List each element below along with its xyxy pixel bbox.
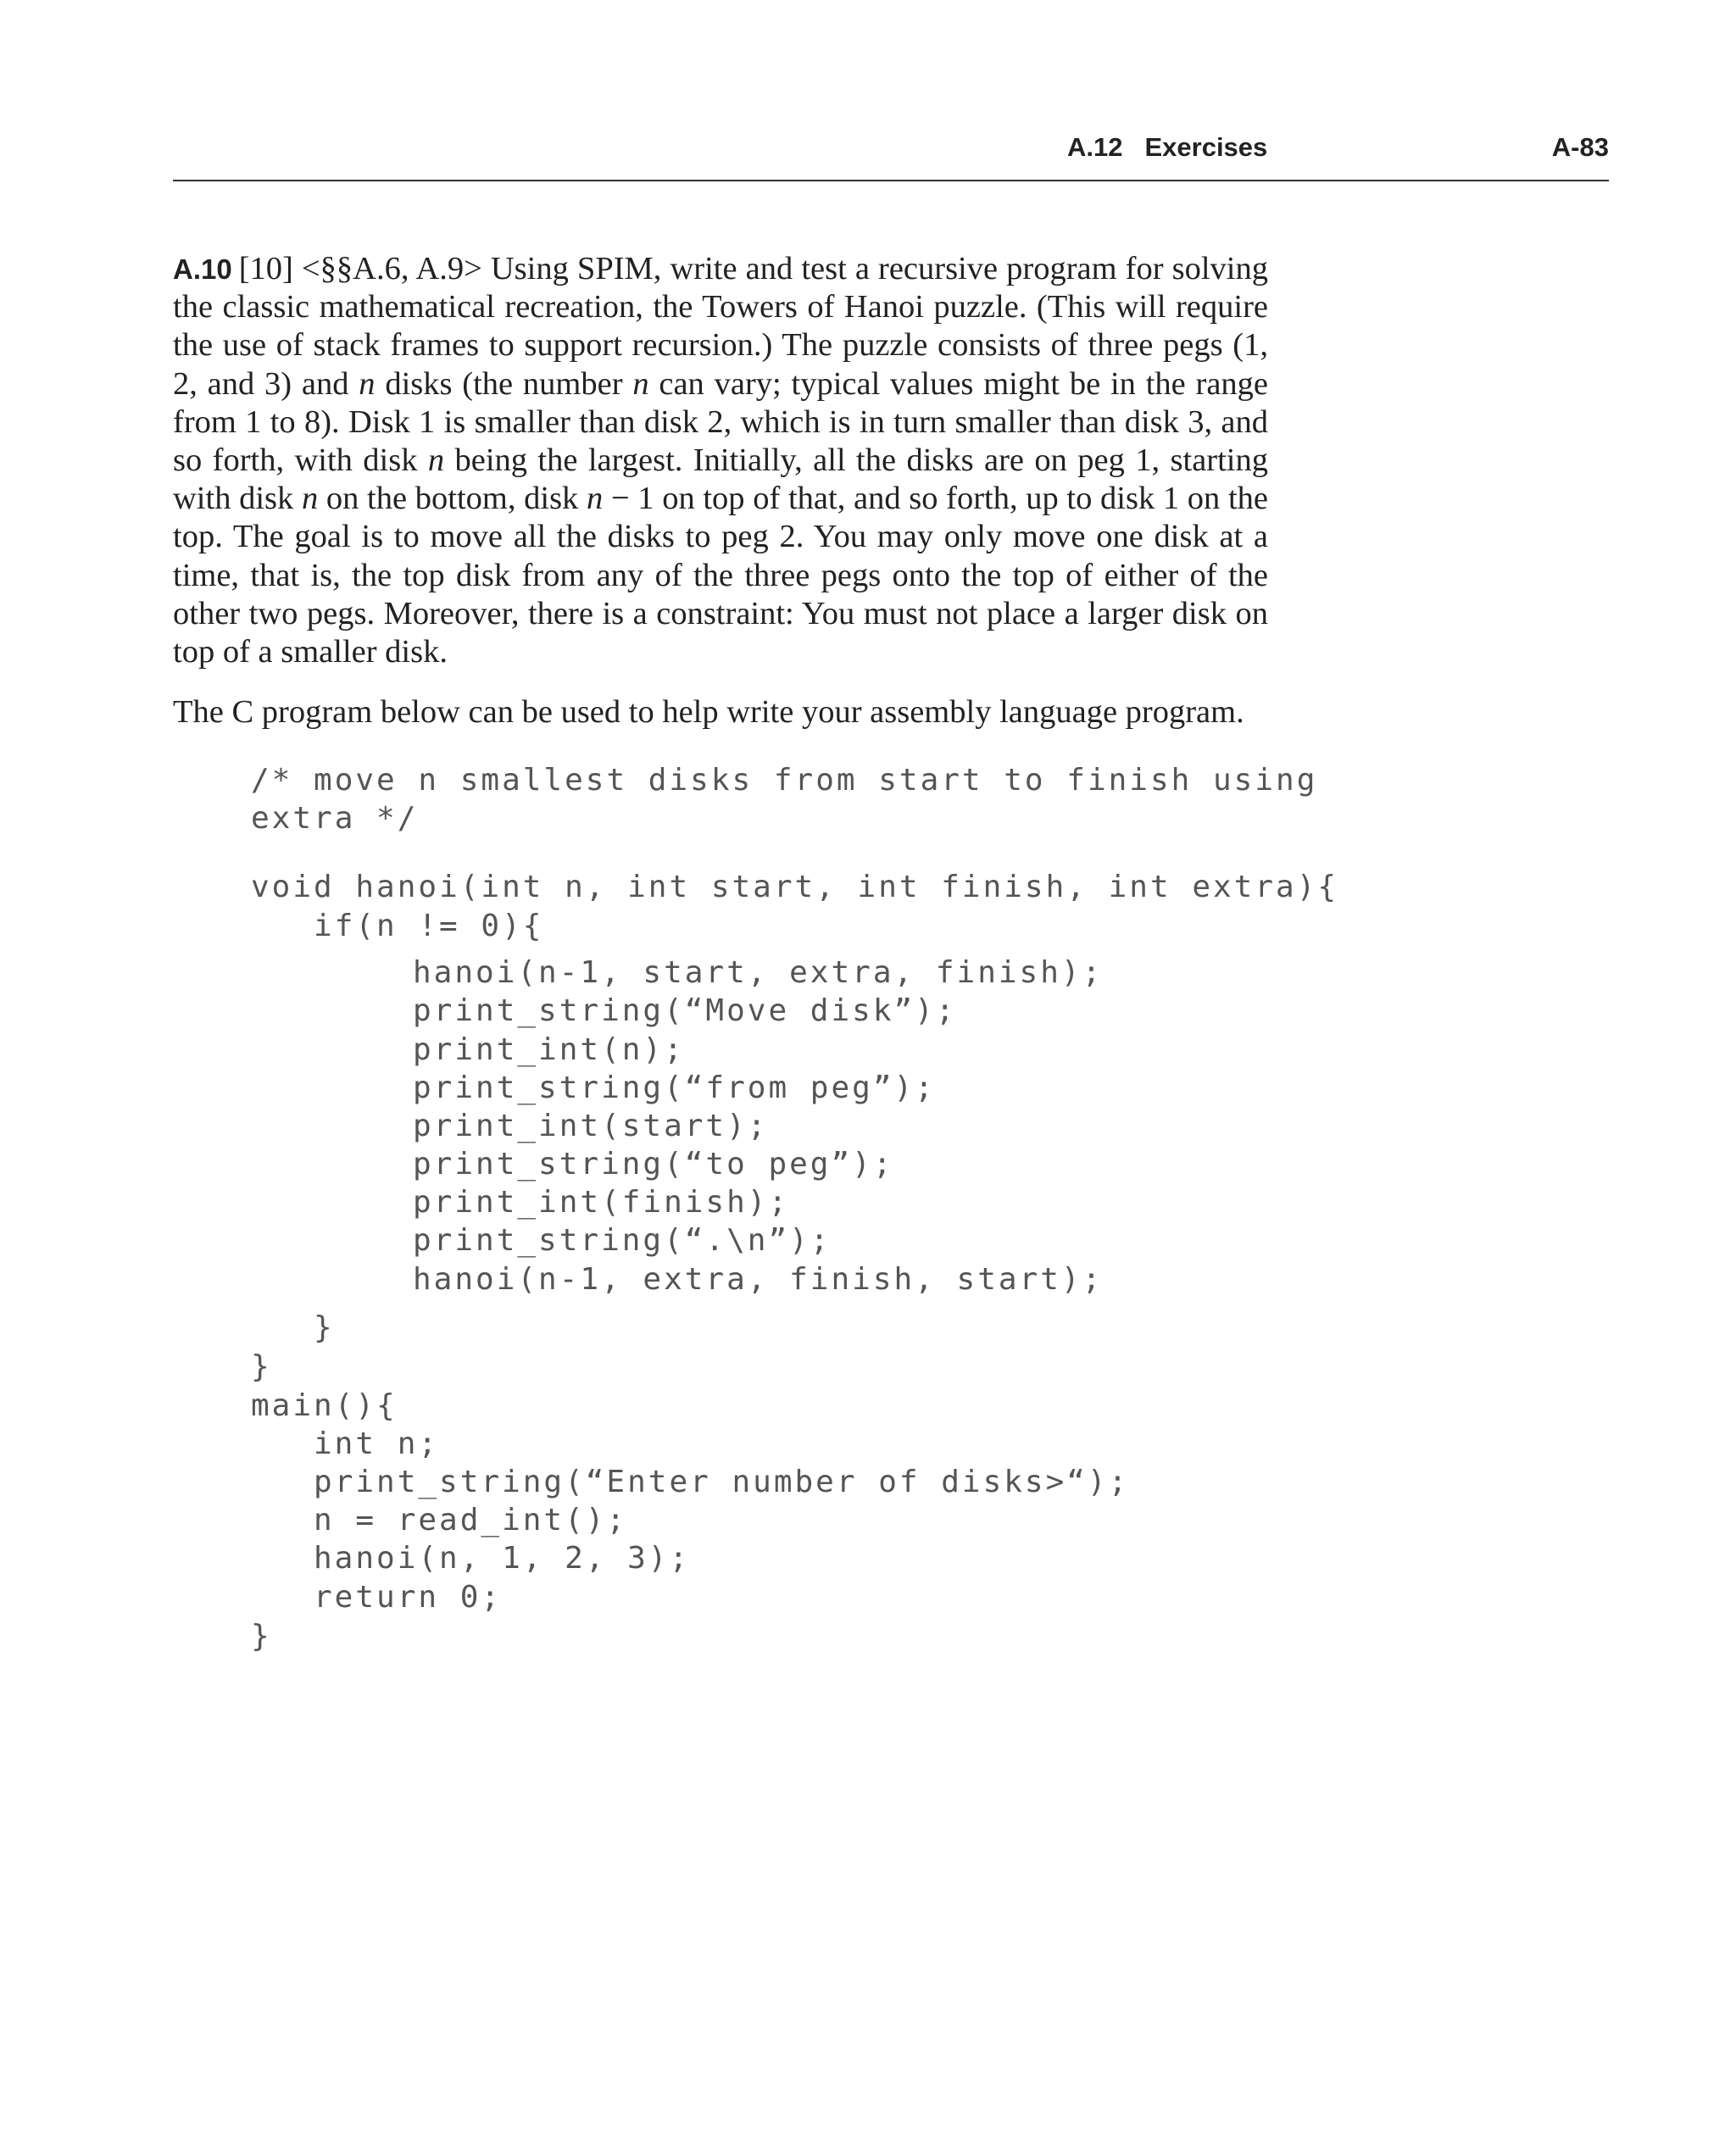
variable-n: n [359, 365, 376, 402]
code-line: print_string(“Move disk”); [413, 993, 957, 1028]
running-header [173, 125, 1609, 181]
code-line: main(){ [251, 1388, 398, 1423]
code-line: extra */ [251, 801, 419, 836]
code-line: print_string(“.\n”); [413, 1223, 832, 1258]
code-line: print_string(“Enter number of disks>“); [314, 1465, 1130, 1499]
exercise-number: A.10 [173, 253, 232, 285]
code-line: print_int(start); [413, 1109, 769, 1143]
exercise-text-part: − 1 on top of that, and so forth, up to disk 1 on the top. The goal is to move all the disks to peg 2. You may only move one disk at a time, that is, the top disk from any of the three pegs onto the top of either of the other two pegs. Moreover, there is a constraint: You must not place a larger disk on top of a smaller disk. [173, 481, 1268, 670]
section-title: Exercises [1144, 132, 1268, 162]
code-line: hanoi(n-1, start, extra, finish); [413, 955, 1104, 990]
page-number: A-83 [1551, 132, 1609, 162]
section-number: A.12 [1067, 132, 1123, 162]
code-line: int n; [314, 1426, 440, 1461]
variable-n: n [427, 442, 445, 479]
code-line: print_string(“to peg”); [413, 1147, 894, 1182]
variable-n: n [632, 365, 649, 402]
exercise-text-part: on the bottom, disk [318, 481, 587, 517]
code-line: } [251, 1349, 272, 1384]
code-line: hanoi(n, 1, 2, 3); [314, 1541, 691, 1576]
code-line: n = read_int(); [314, 1503, 628, 1538]
exercise-text-part: disks (the number [375, 365, 633, 402]
code-line: if(n != 0){ [314, 909, 544, 943]
code-line: print_int(n); [413, 1032, 685, 1067]
code-line: void hanoi(int n, int start, int finish, int extra){ [251, 870, 1339, 904]
exercise-text-part: being the largest. Initially, all the disks are on peg 1, starting with disk [173, 442, 1268, 517]
exercise-text [173, 250, 1268, 671]
variable-n: n [301, 481, 319, 517]
code-line: } [314, 1310, 335, 1345]
exercise-text-part: can vary; typical values might be in the range from 1 to 8). Disk 1 is smaller than disk 2, which is in turn smaller than disk 3, and so forth, with disk [173, 365, 1269, 479]
code-intro: The C program below can be used to help write your assembly language program. [173, 694, 1244, 730]
exercise-text-part: [10] <§§A.6, A.9> Using SPIM, write and test a recursive program for solving the classic mathematical recreation, the Towers of Hanoi puzzle. (This will require the use of stack frames to support recursion.) The puzzle consists of three pegs (1, 2, and 3) and [173, 251, 1268, 402]
code-line: return 0; [314, 1580, 503, 1615]
variable-n: n [586, 481, 604, 517]
code-line: print_int(finish); [413, 1185, 790, 1220]
section-heading [1067, 132, 1267, 163]
code-line: print_string(“from peg”); [413, 1070, 936, 1105]
code-line: hanoi(n-1, extra, finish, start); [413, 1262, 1104, 1297]
code-line: } [251, 1619, 272, 1654]
code-line: /* move n smallest disks from start to finish using [251, 763, 1318, 798]
